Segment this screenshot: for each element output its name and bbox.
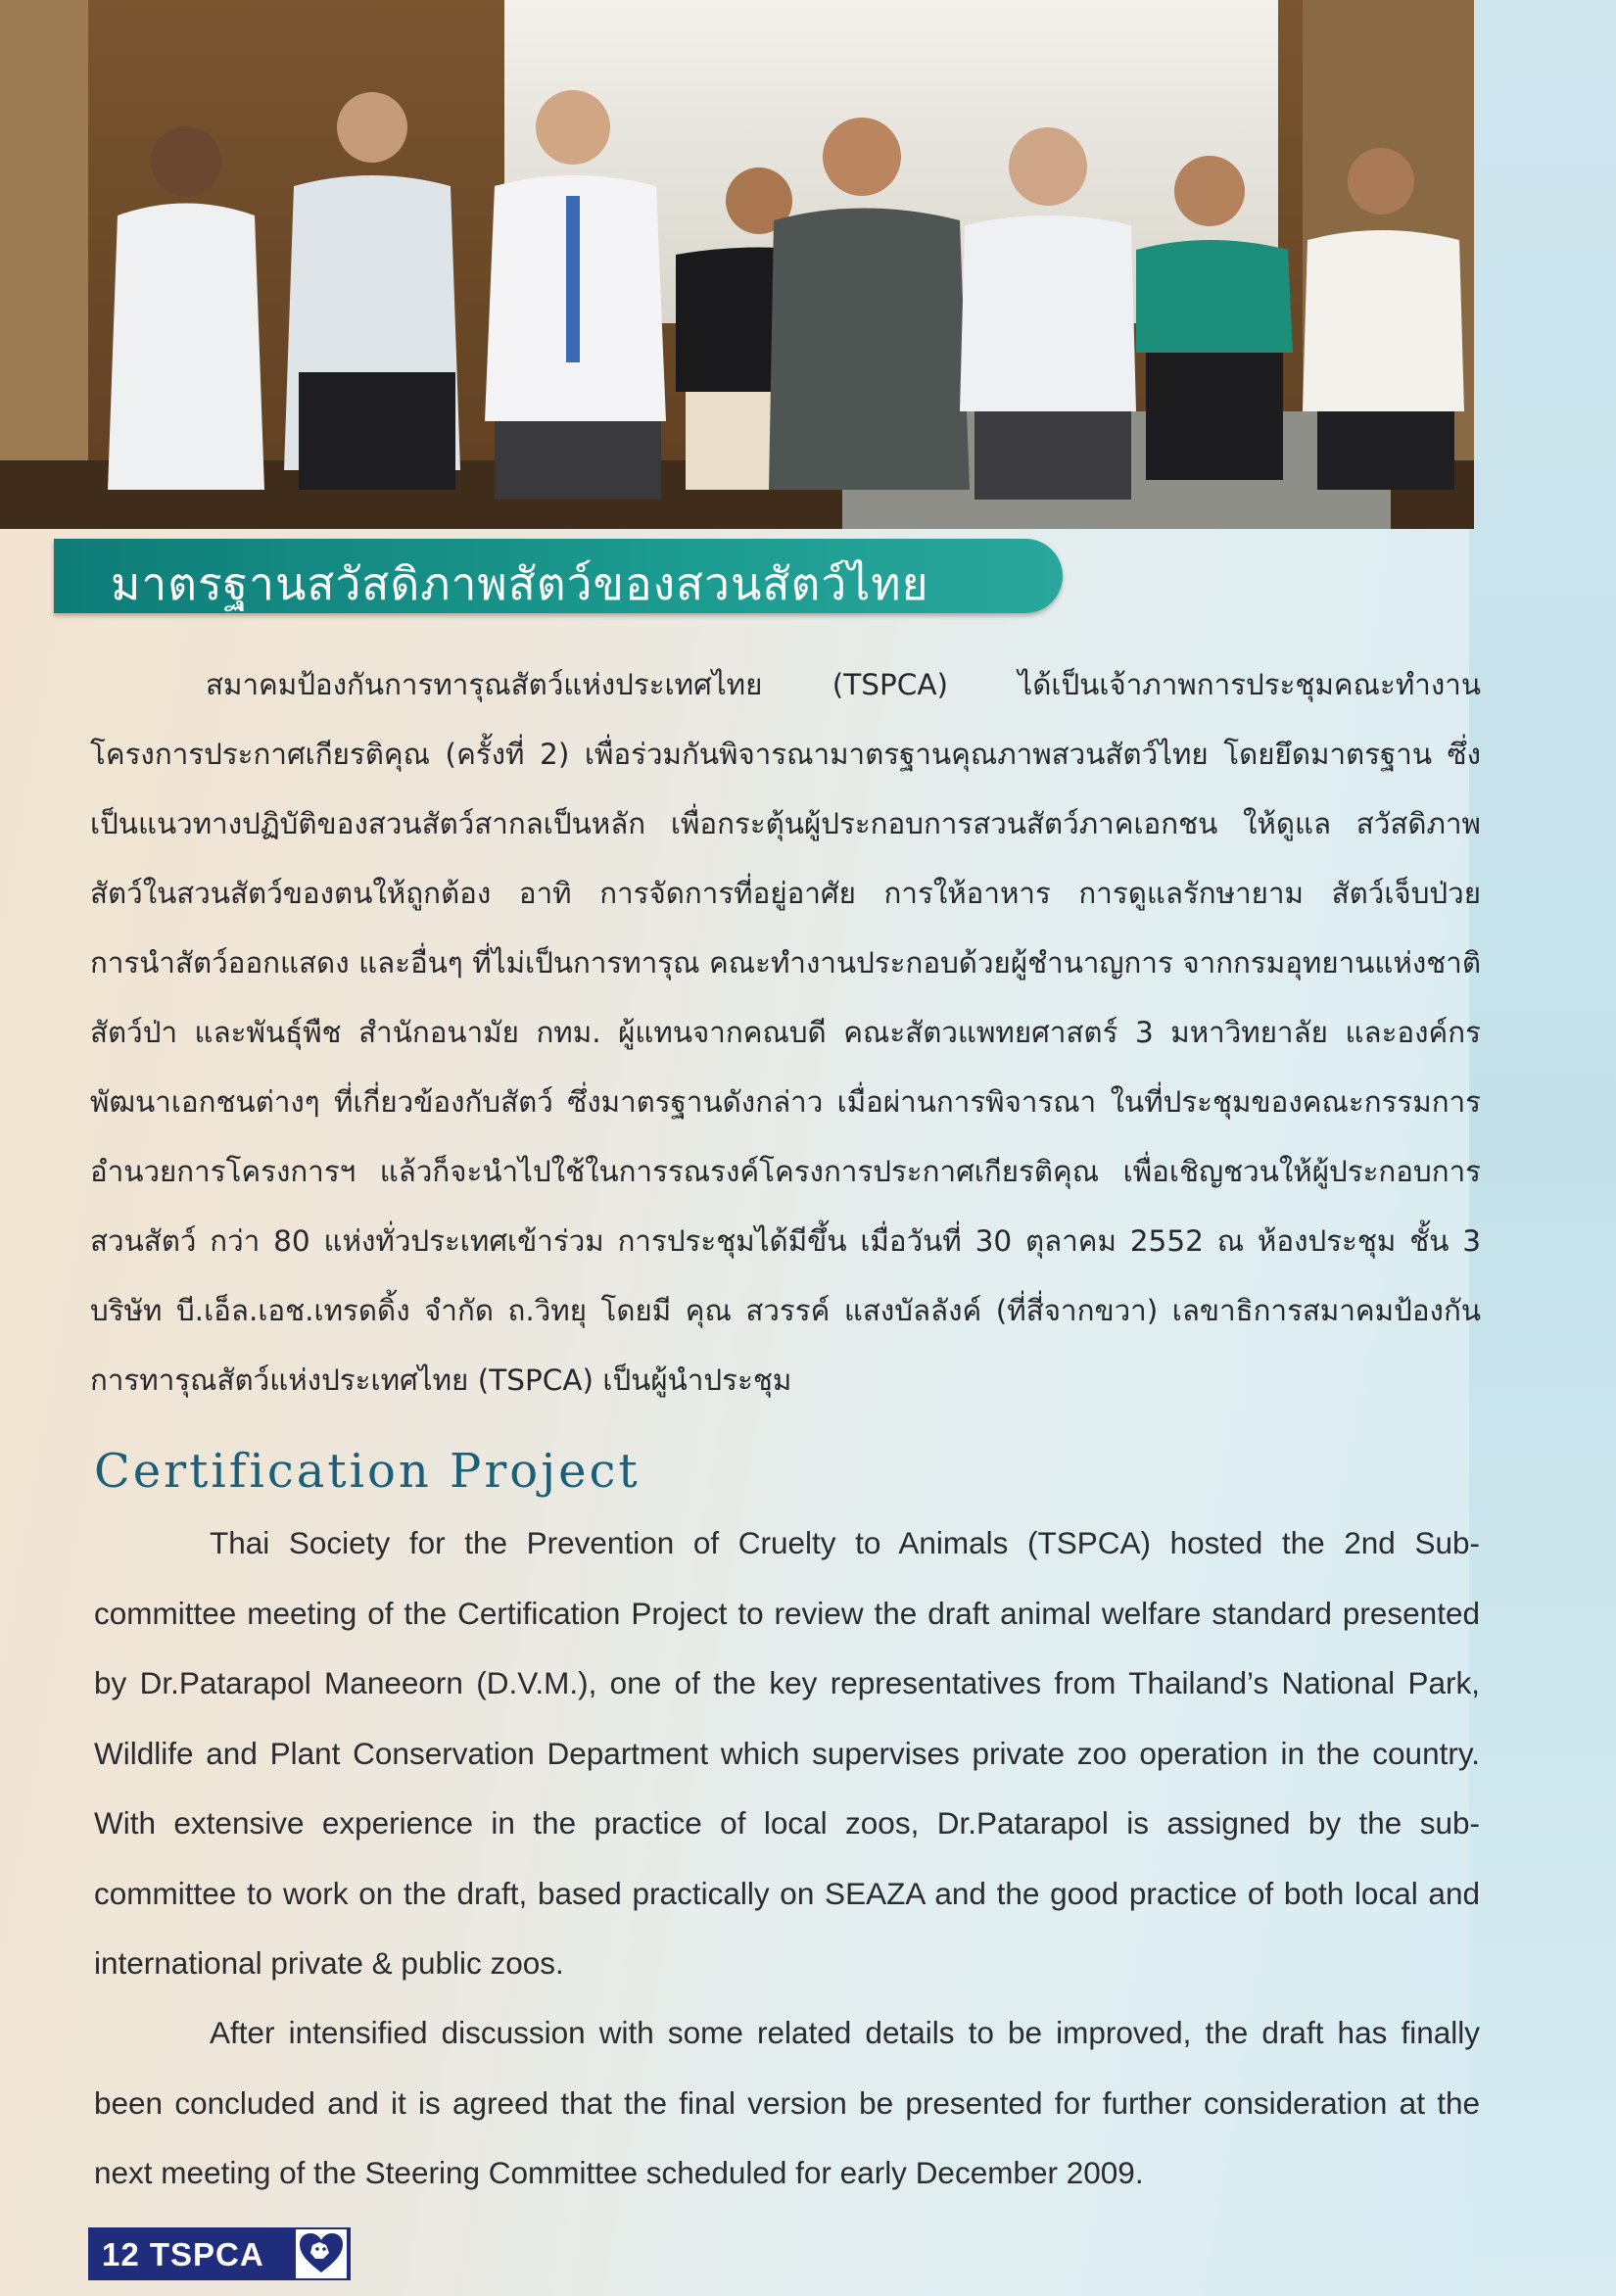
- group-photo-illustration: [0, 0, 1474, 529]
- thai-heading: มาตรฐานสวัสดิภาพสัตว์ของสวนสัตว์ไทย: [111, 557, 929, 610]
- page-right-strip: [1469, 0, 1616, 2296]
- section-title: Certification Project: [94, 1444, 641, 1499]
- page-footer: [88, 2227, 351, 2280]
- english-paragraph-2: After intensified discussion with some related details to be improved, the draft has finally been concluded and it is agreed that the final version be presented for further consideration at the next meeting of the Steering Committee scheduled for early December 2009.: [94, 2015, 1480, 2190]
- thai-heading-bar: [54, 539, 1063, 613]
- heart-dog-logo-icon: [296, 2229, 347, 2278]
- english-paragraph-1: Thai Society for the Prevention of Cruelty to Animals (TSPCA) hosted the 2nd Sub-committee meeting of the Certification Project to review the draft animal welfare standard presented by Dr.Patarapol Maneeorn (D.V.M.), one of the key representatives from Thailand’s National Park, Wildlife and Plant Conservation Department which supervises private zoo operation in the country. With extensive experience in the practice of local zoos, Dr.Patarapol is assigned by the sub-committee to work on the draft, based practically on SEAZA and the good practice of both local and international private & public zoos.: [94, 1525, 1480, 1981]
- thai-paragraph: สมาคมป้องกันการทารุณสัตว์แห่งประเทศไทย (TSPCA) ได้เป็นเจ้าภาพการประชุมคณะทำงาน โครงการประกาศเกียรติคุณ (ครั้งที่ 2) เพื่อร่วมกันพิจารณามาตรฐานคุณภาพสวนสัตว์ไทย โดยยึดมาตรฐาน ซึ่งเป็นแนวทางปฏิบัติของสวนสัตว์สากลเป็นหลัก เพื่อกระตุ้นผู้ประกอบการสวนสัตว์ภาคเอกชน ให้ดูแล สวัสดิภาพสัตว์ในสวนสัตว์ของตนให้ถูกต้อง อาทิ การจัดการที่อยู่อาศัย การให้อาหาร การดูแลรักษายาม สัตว์เจ็บป่วย การนำสัตว์ออกแสดง และอื่นๆ ที่ไม่เป็นการทารุณ คณะทำงานประกอบด้วยผู้ชำนาญการ จากกรมอุทยานแห่งชาติ สัตว์ป่า และพันธุ์พืช สำนักอนามัย กทม. ผู้แทนจากคณบดี คณะสัตวแพทยศาสตร์ 3 มหาวิทยาลัย และองค์กรพัฒนาเอกชนต่างๆ ที่เกี่ยวข้องกับสัตว์ ซึ่งมาตรฐานดังกล่าว เมื่อผ่านการพิจารณา ในที่ประชุมของคณะกรรมการอำนวยการโครงการฯ แล้วก็จะนำไปใช้ในการรณรงค์โครงการประกาศเกียรติคุณ เพื่อเชิญชวนให้ผู้ประกอบการสวนสัตว์ กว่า 80 แห่งทั่วประเทศเข้าร่วม การประชุมได้มีขึ้น เมื่อวันที่ 30 ตุลาคม 2552 ณ ห้องประชุม ชั้น 3 บริษัท บี.เอ็ล.เอช.เทรดดิ้ง จำกัด ถ.วิทยุ โดยมี คุณ สวรรค์ แสงบัลลังค์ (ที่สี่จากขวา) เลขาธิการสมาคมป้องกันการทารุณสัตว์แห่งประเทศไทย (TSPCA) เป็นผู้นำประชุม: [90, 668, 1481, 1397]
- page-number-label: 12 TSPCA: [102, 2236, 264, 2272]
- group-photo: [0, 0, 1474, 529]
